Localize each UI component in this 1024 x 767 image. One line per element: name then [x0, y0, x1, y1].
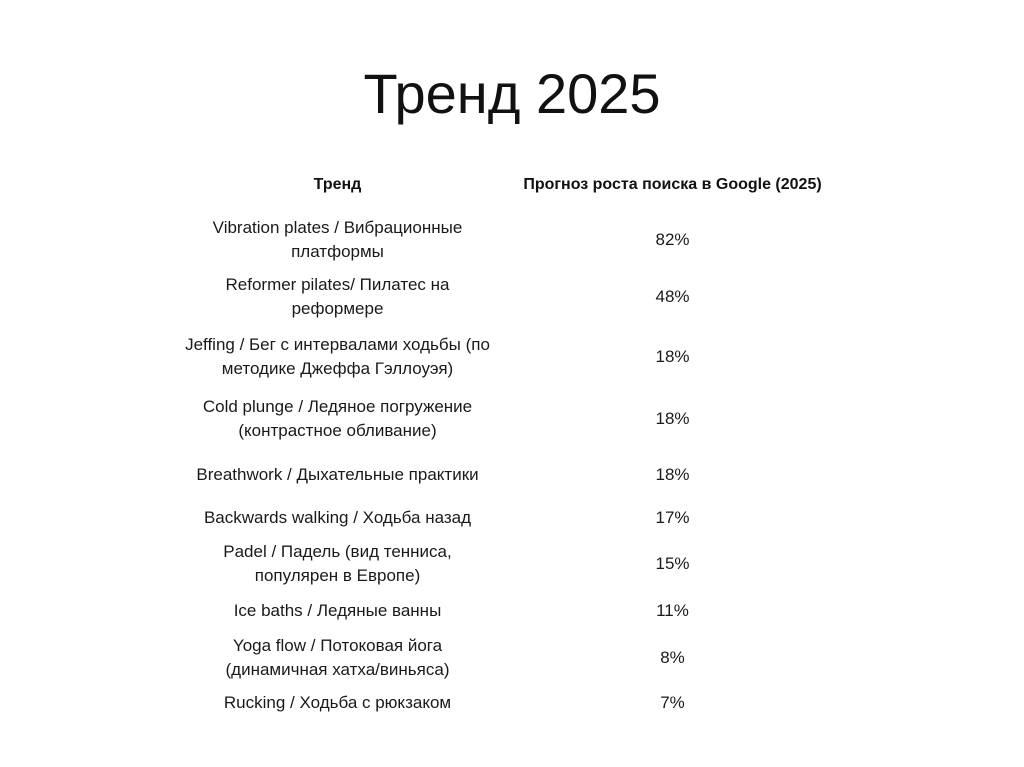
trend-cell: Reformer pilates/ Пилатес на реформере: [225, 275, 450, 318]
trend-cell: Vibration plates / Вибрационные платформы: [212, 218, 463, 261]
table-row: [175, 686, 845, 720]
trend-cell: Yoga flow / Потоковая йога (динамичная хатха/виньяса): [225, 636, 450, 679]
trend-cell: Rucking / Ходьба с рюкзаком: [223, 693, 452, 712]
trend-cell: Padel / Падель (вид тенниса, популярен в Европе): [223, 542, 452, 585]
trend-cell: Cold plunge / Ледяное погружение (контрастное обливание): [202, 397, 473, 440]
table-row: [175, 500, 845, 536]
value-cell: 8%: [660, 648, 685, 667]
value-cell: 18%: [655, 347, 690, 366]
header-trend: Тренд: [313, 176, 362, 193]
trend-cell: Breathwork / Дыхательные практики: [196, 465, 479, 484]
table-row: [175, 388, 845, 450]
value-cell: 18%: [655, 465, 690, 484]
value-cell: 7%: [660, 693, 685, 712]
trend-cell: Jeffing / Бег с интервалами ходьбы (по методике Джеффа Гэллоуэя): [185, 335, 490, 378]
value-cell: 82%: [655, 230, 690, 249]
table-row: [175, 268, 845, 326]
trend-cell: Ice baths / Ледяные ванны: [233, 601, 442, 620]
table-row: [175, 630, 845, 686]
table-row: [175, 326, 845, 388]
value-cell: 17%: [655, 508, 690, 527]
value-cell: 15%: [655, 554, 690, 573]
table-row: [175, 592, 845, 630]
header-forecast: Прогноз роста поиска в Google (2025): [523, 176, 822, 193]
value-cell: 18%: [655, 409, 690, 428]
table-row: [175, 450, 845, 500]
table-header-row: [175, 158, 845, 212]
value-cell: 11%: [656, 601, 689, 620]
table-row: [175, 212, 845, 268]
value-cell: 48%: [655, 287, 690, 306]
table-row: [175, 536, 845, 592]
slide-title: Тренд 2025: [363, 62, 661, 125]
trend-cell: Backwards walking / Ходьба назад: [203, 508, 472, 527]
trends-table: [175, 158, 845, 720]
